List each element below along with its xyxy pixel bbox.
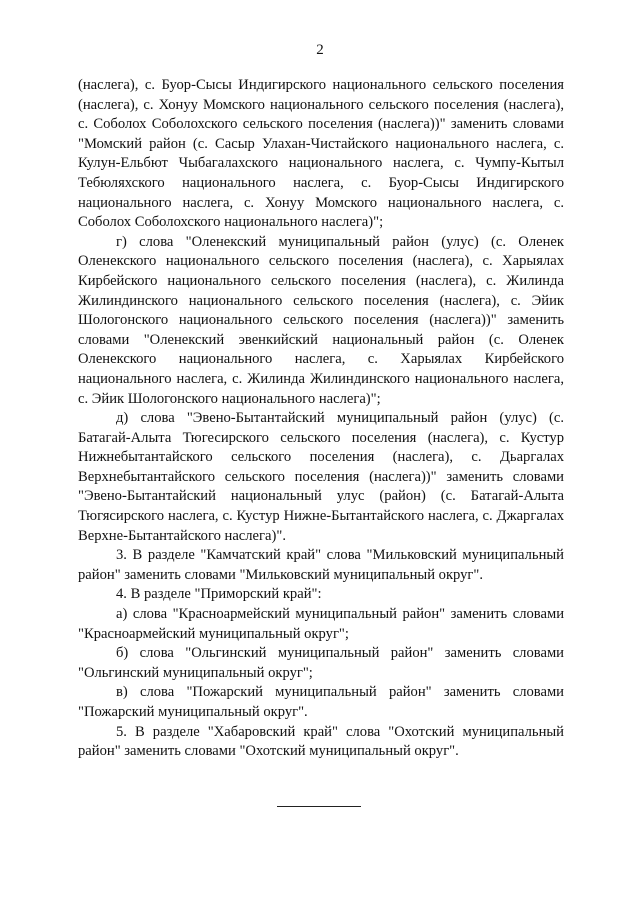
page-number: 2 xyxy=(316,42,324,58)
paragraph-continuation: (наслега), с. Буор-Сысы Индигирского национального сельского поселения (наслега), с. Хонуу Момского национального сельского поселения (наслега), с. Соболох Соболохского сельского поселения (наслега))" заменить словами "Момский район (с. Сасыр Улахан-Чистайского национального наслега, с. Кулун-Ельбют Чыбагалахского национального наслега, с. Чумпу-Кытыл Тебюляхского национального наслега, с. Буор-Сысы Индигирского национального наслега, с. Хонуу Момского национального наслега, с. Соболох Соболохского национального наслега)"; xyxy=(78,77,564,231)
paragraph-item-d: д) слова "Эвено-Бытантайский муниципальный район (улус) (с. Батагай-Алыта Тюгесирского сельского поселения (наслега), с. Кустур Нижнебытантайского сельского поселения (наслега), с. Дьаргалах Верхнебытантайского сельского поселения (наслега))" заменить словами "Эвено-Бытантайский национальный улус (район) (с. Батагай-Алыта Тюгясирского наслега, с. Кустур Нижне-Бытантайского наслега, с. Джаргалах Верхне-Бытантайского наслега)". xyxy=(78,410,564,544)
paragraph-item-a: а) слова "Красноармейский муниципальный район" заменить словами "Красноармейский муниципальный округ"; xyxy=(78,606,564,642)
paragraph-item-v: в) слова "Пожарский муниципальный район" заменить словами "Пожарский муниципальный округ". xyxy=(78,684,564,720)
paragraph-item-b: б) слова "Ольгинский муниципальный район" заменить словами "Ольгинский муниципальный округ"; xyxy=(78,645,564,681)
paragraph-section-3: 3. В разделе "Камчатский край" слова "Мильковский муниципальный район" заменить словами "Мильковский муниципальный округ". xyxy=(78,547,564,583)
end-of-text-rule xyxy=(277,806,361,807)
paragraph-section-4: 4. В разделе "Приморский край": xyxy=(116,586,322,603)
document-body xyxy=(78,76,564,762)
paragraph-item-g: г) слова "Оленекский муниципальный район (улус) (с. Оленек Оленекского национального сельского поселения (наслега), с. Харыялах Кирбейского национального сельского поселения (наслега), с. Жилинда Жилиндинского национального сельского поселения (наслега), с. Эйик Шологонского национального сельского поселения (наслега))" заменить словами "Оленекский эвенкийский национальный район (с. Оленек Оленекского национального наслега, с. Харыялах Кирбейского национального наслега, с. Жилинда Жилиндинского национального наслега, с. Эйик Шологонского национального наслега)"; xyxy=(78,233,564,407)
paragraph-section-5: 5. В разделе "Хабаровский край" слова "Охотский муниципальный район" заменить словами "Охотский муниципальный округ". xyxy=(78,723,564,760)
